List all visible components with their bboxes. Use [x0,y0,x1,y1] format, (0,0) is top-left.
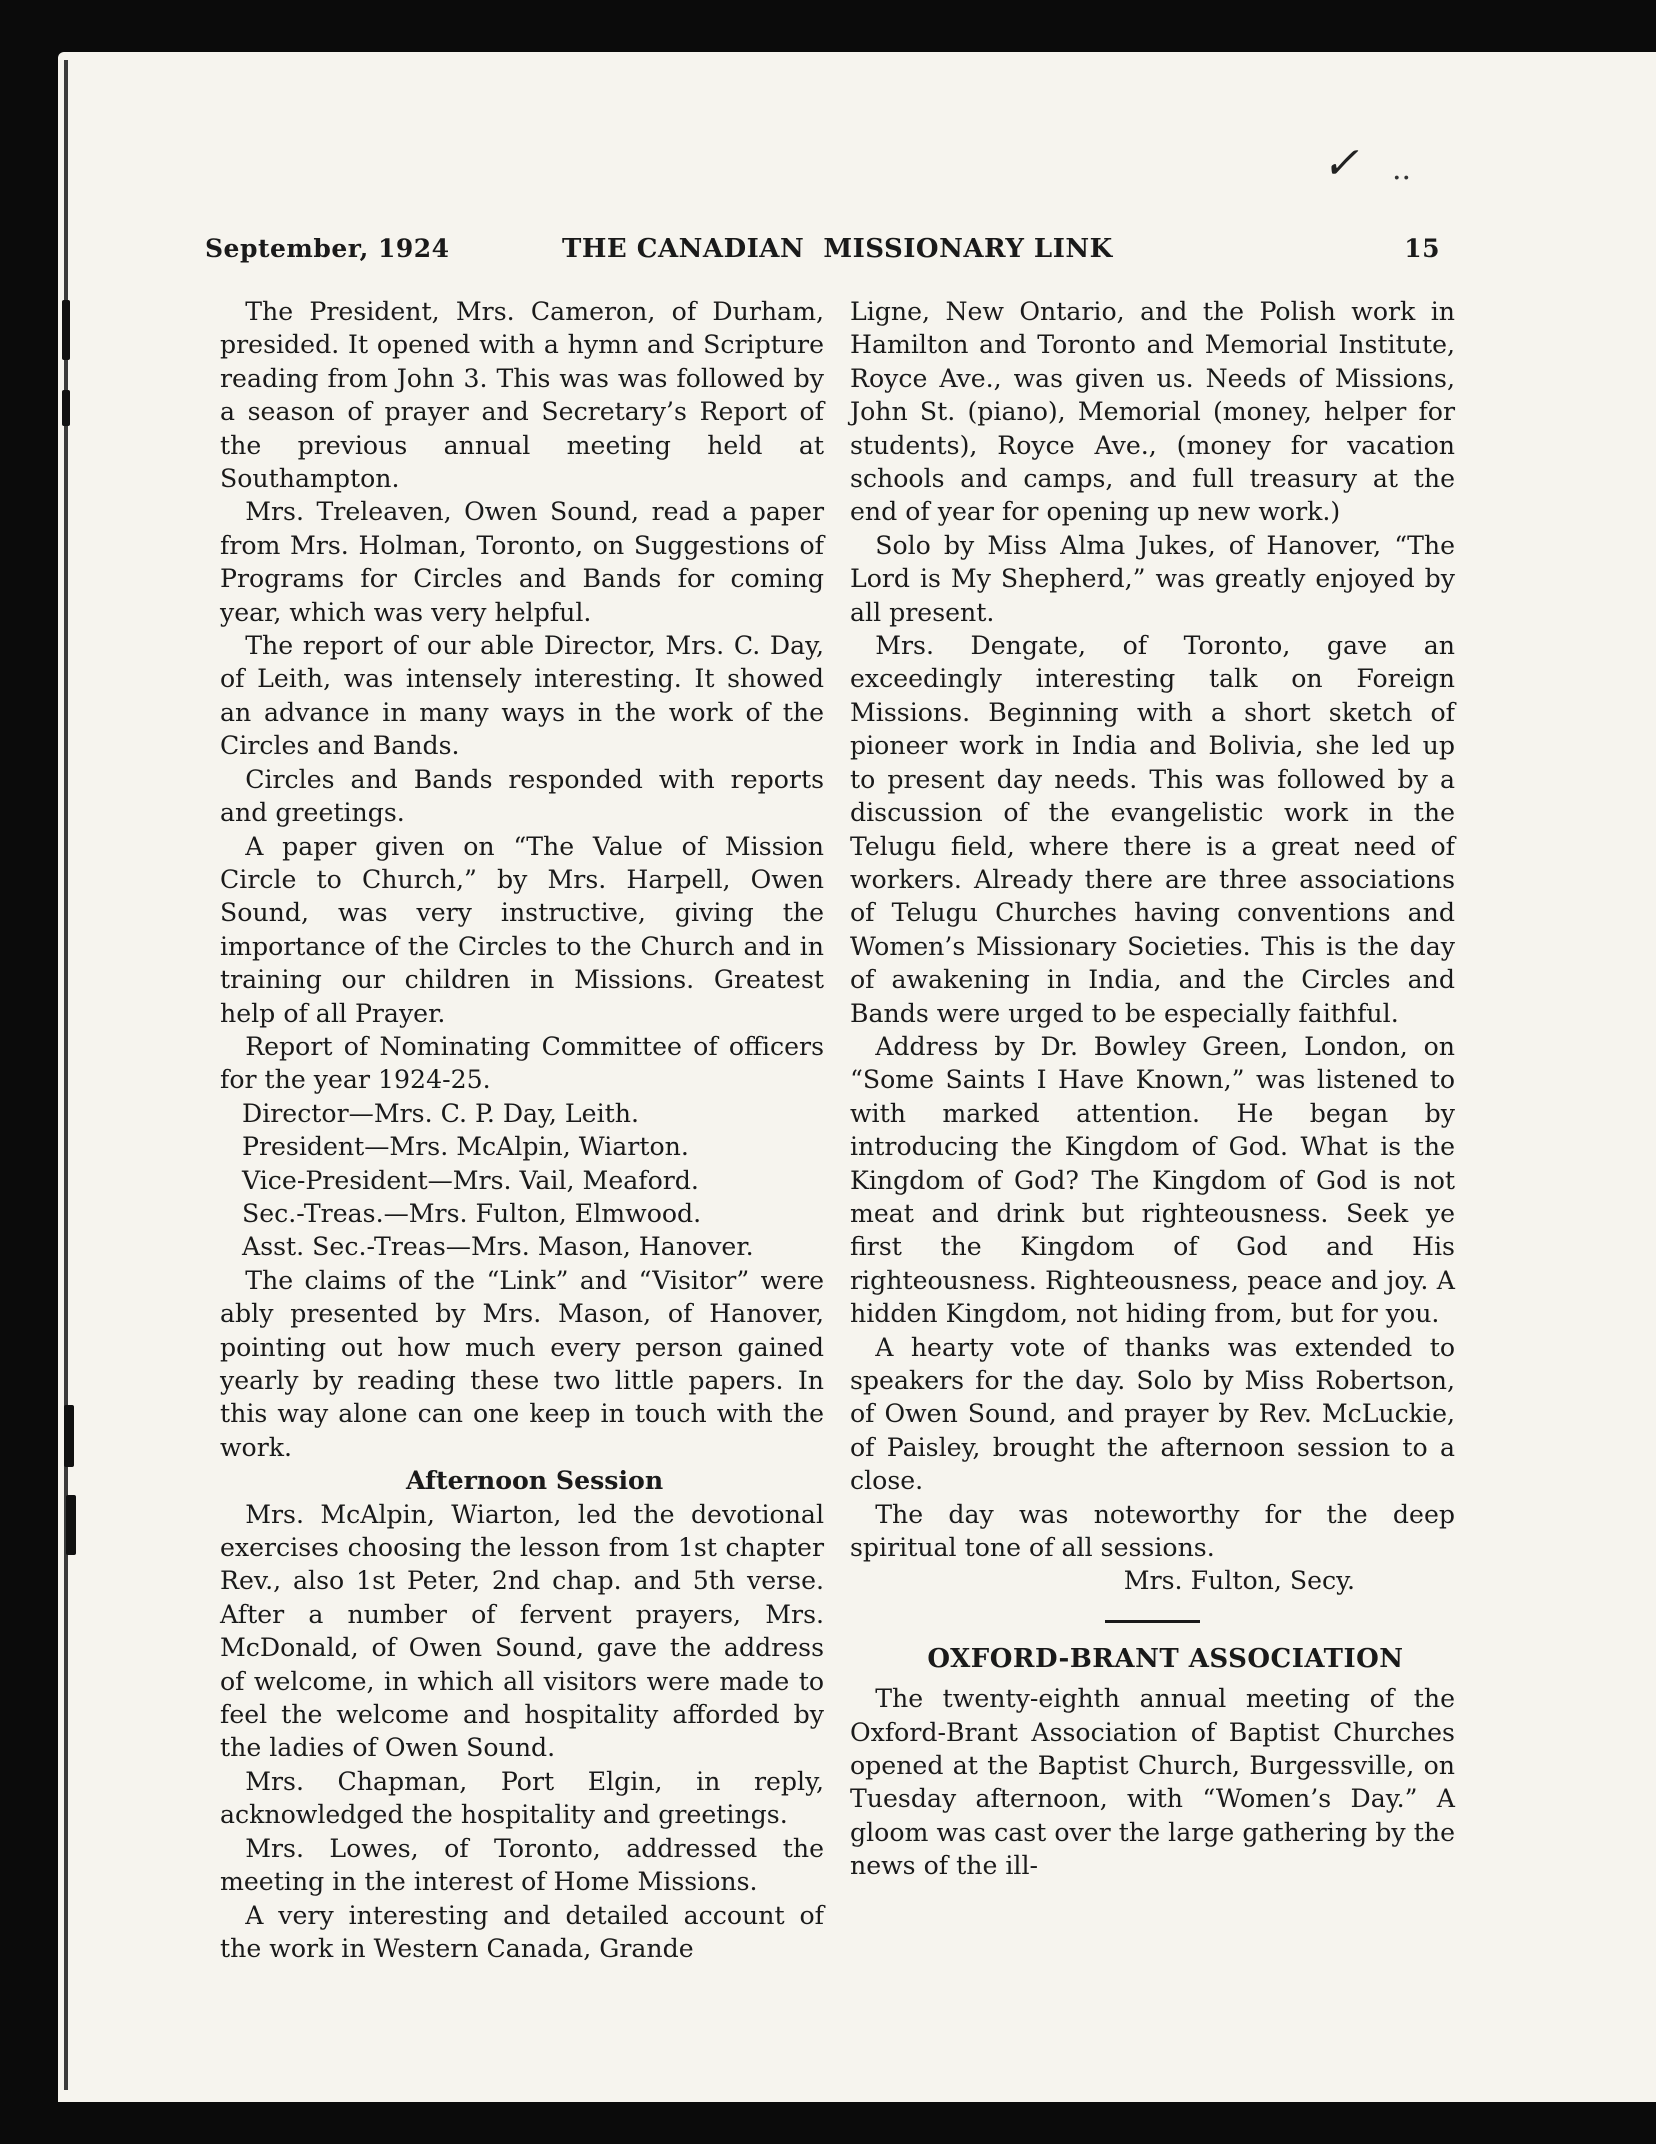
paragraph: The report of our able Director, Mrs. C. Day, of Leith, was intensely interesting. It showed an advance in many ways in the work of the Circles and Bands. [220,631,824,761]
paragraph: The day was noteworthy for the deep spiritual tone of all sessions. [850,1499,1455,1563]
binding-edge [64,60,68,2090]
paragraph: Report of Nominating Committee of officers for the year 1924-25. [220,1031,824,1095]
paragraph: The twenty-eighth annual meeting of the Oxford-Brant Association of Baptist Churches opened at the Baptist Church, Burgessville, on Tuesday afternoon, with “Women’s Day.” A gloom was cast over the large gathering by the news of the ill- [850,1684,1455,1881]
running-header [205,228,1450,268]
officer-entry: Vice-President—Mrs. Vail, Meaford. [242,1165,699,1195]
section-divider [1105,1620,1200,1623]
staple-mark-4 [66,1495,76,1555]
paragraph: The President, Mrs. Cameron, of Durham, presided. It opened with a hymn and Scripture reading from John 3. This was was followed by a season of prayer and Secretary’s Report of the previous annual meeting held at Southampton. [220,297,824,494]
paragraph: Mrs. McAlpin, Wiarton, led the devotional exercises choosing the lesson from 1st chapter Rev., also 1st Peter, 2nd chap. and 5th verse. After a number of fervent prayers, Mrs. McDonald, of Owen Sound, gave the address of welcome, in which all visitors were made to feel the welcome and hospitality afforded by the ladies of Owen Sound. [220,1499,824,1763]
header-date: September, 1924 [205,234,450,263]
right-column [850,295,1455,1883]
staple-mark-1 [62,300,70,360]
stray-dots: .. [1392,152,1412,187]
header-title: THE CANADIAN MISSIONARY LINK [562,234,1113,264]
signature: Mrs. Fulton, Secy. [1123,1566,1355,1596]
page-number: 15 [1404,234,1440,263]
paragraph: Mrs. Lowes, of Toronto, addressed the meeting in the interest of Home Missions. [220,1833,824,1897]
left-column [220,295,824,1965]
pencil-mark: ✓ [1322,138,1359,189]
paragraph: Circles and Bands responded with reports and greetings. [220,764,824,828]
session-heading: Afternoon Session [406,1465,664,1496]
paragraph: A hearty vote of thanks was extended to speakers for the day. Solo by Miss Robertson, of Owen Sound, and prayer by Rev. McLuckie, of Paisley, brought the afternoon session to a close. [850,1332,1455,1496]
paragraph: The claims of the “Link” and “Visitor” were ably presented by Mrs. Mason, of Hanover, pointing out how much every person gained yearly by reading these two little papers. In this way alone can one keep in touch with the work. [220,1265,824,1462]
paragraph: Solo by Miss Alma Jukes, of Hanover, “The Lord is My Shepherd,” was greatly enjoyed by all present. [850,530,1455,627]
paragraph: Address by Dr. Bowley Green, London, on “Some Saints I Have Known,” was listened to with marked attention. He began by introducing the Kingdom of God. What is the Kingdom of God? The Kingdom of God is not meat and drink but righteousness. Seek ye first the Kingdom of God and His righteousness. Righteousness, peace and joy. A hidden Kingdom, not hiding from, but for you. [850,1031,1455,1329]
officer-entry: Sec.-Treas.—Mrs. Fulton, Elmwood. [242,1198,702,1228]
officer-entry: President—Mrs. McAlpin, Wiarton. [242,1132,689,1162]
paragraph: A very interesting and detailed account of the work in Western Canada, Grande [220,1900,824,1963]
paragraph: Ligne, New Ontario, and the Polish work in Hamilton and Toronto and Memorial Institute, Royce Ave., was given us. Needs of Missions, John St. (piano), Memorial (money, helper for students), Royce Ave., (money for vacation schools and camps, and full treasury at the end of year for opening up new work.) [850,297,1455,527]
staple-mark-2 [62,390,70,426]
section-heading: OXFORD-BRANT ASSOCIATION [927,1643,1404,1674]
paragraph: Mrs. Dengate, of Toronto, gave an exceedingly interesting talk on Foreign Missions. Beginning with a short sketch of pioneer work in India and Bolivia, she led up to present day needs. This was followed by a discussion of the evangelistic work in the Telugu field, where there is a great need of workers. Already there are three associations of Telugu Churches having conventions and Women’s Missionary Societies. This is the day of awakening in India, and the Circles and Bands were urged to be especially faithful. [850,631,1455,1028]
staple-mark-3 [64,1405,74,1467]
officer-entry: Asst. Sec.-Treas—Mrs. Mason, Hanover. [242,1232,754,1262]
paragraph: A paper given on “The Value of Mission Circle to Church,” by Mrs. Harpell, Owen Sound, was very instructive, giving the importance of the Circles to the Church and in training our children in Missions. Greatest help of all Prayer. [220,831,824,1028]
paragraph: Mrs. Chapman, Port Elgin, in reply, acknowledged the hospitality and greetings. [220,1766,824,1830]
officer-entry: Director—Mrs. C. P. Day, Leith. [242,1098,639,1128]
paragraph: Mrs. Treleaven, Owen Sound, read a paper from Mrs. Holman, Toronto, on Suggestions of Programs for Circles and Bands for coming year, which was very helpful. [220,497,824,627]
